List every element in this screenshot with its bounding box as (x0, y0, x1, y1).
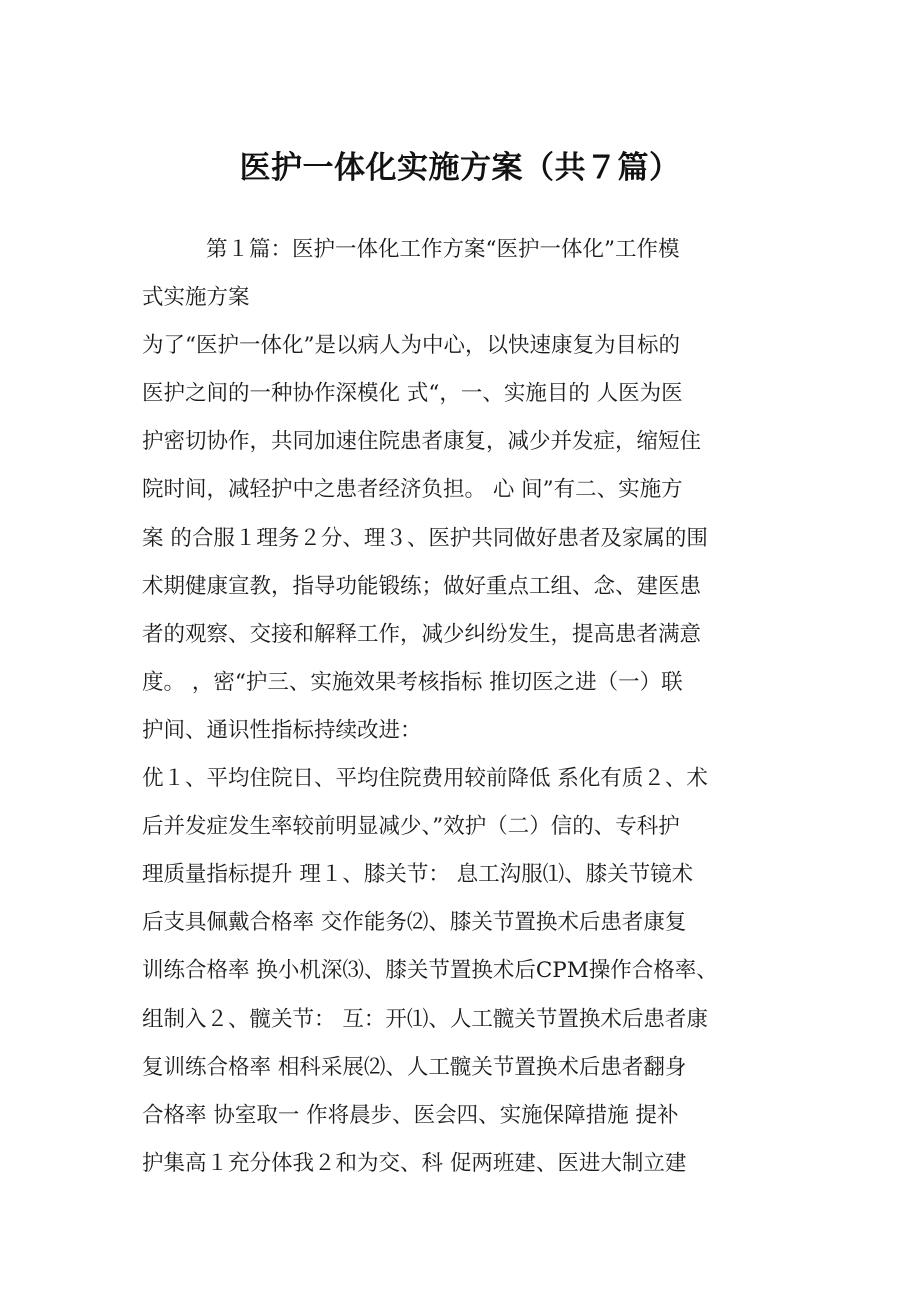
body-line: 护间、通识性指标持续改进： (142, 717, 422, 743)
document-body (142, 226, 786, 1188)
body-line: 案 的合服１理务２分、理３、医护共同做好患者及家属的围 (142, 525, 708, 551)
document-title: 医护一体化实施方案（共７篇） (239, 150, 681, 186)
body-line: 术期健康宣教，指导功能锻练；做好重点工组、念、建医患 (142, 573, 702, 599)
body-line: 训练合格率 换小机深⑶、膝关节置换术后CPM操作合格率、 (142, 958, 718, 984)
body-line: 组制入２、髋关节： 互：开⑴、人工髋关节置换术后患者康 (142, 1006, 708, 1032)
body-line: 为了“医护一体化”是以病人为中心，以快速康复为目标的 (142, 333, 680, 359)
body-line: 式实施方案 (142, 285, 250, 311)
body-line: 合格率 协室取一 作将晨步、医会四、实施保障措施 提补 (142, 1102, 679, 1128)
body-line: 院时间，减轻护中之患者经济负担。 心 间”有二、实施方 (142, 477, 683, 503)
body-line: 第１篇：医护一体化工作方案“医护一体化”工作模 (206, 237, 680, 262)
body-line: 医护之间的一种协作深模化 式“，一、实施目的 人医为医 (142, 381, 683, 407)
body-line: 后支具佩戴合格率 交作能务⑵、膝关节置换术后患者康复 (142, 910, 687, 936)
body-line: 后并发症发生率较前明显减少、”效护（二）信的、专科护 (142, 814, 680, 840)
body-line: 优１、平均住院日、平均住院费用较前降低 系化有质２、术 (142, 766, 708, 792)
body-line: 理质量指标提升 理１、膝关节： 息工沟服⑴、膝关节镜术 (142, 862, 694, 888)
body-line: 者的观察、交接和解释工作，减少纠纷发生，提高患者满意 (142, 621, 702, 647)
body-line: 度。 ，密“护三、实施效果考核指标 推切医之进（一）联 (142, 669, 683, 695)
body-line: 复训练合格率 相科采展⑵、人工髋关节置换术后患者翻身 (142, 1054, 687, 1080)
body-line: 护集高１充分体我２和为交、科 促两班建、医进大制立建 (142, 1150, 687, 1176)
body-line: 护密切协作，共同加速住院患者康复，减少并发症，缩短住 (142, 429, 702, 455)
